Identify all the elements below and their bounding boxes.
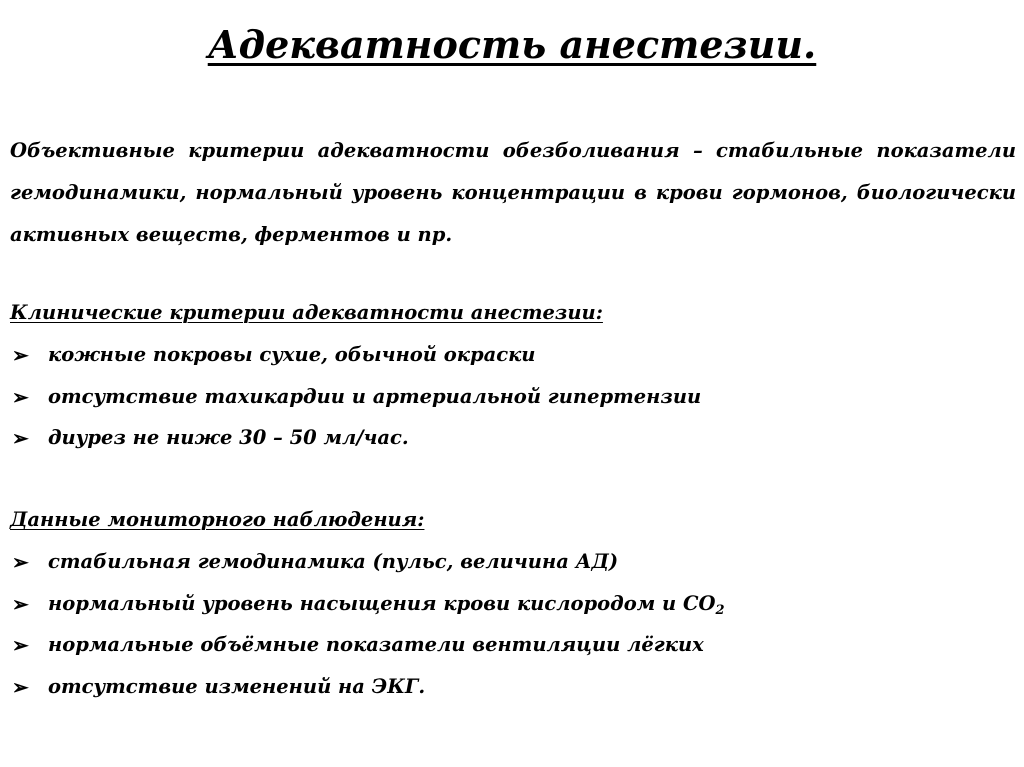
- clinical-criteria-list: [10, 340, 701, 465]
- list-item: [10, 340, 701, 382]
- slide-title: Адекватность анестезии.: [207, 22, 817, 67]
- list-item: [10, 630, 725, 672]
- arrowhead-bullet-icon: ➢: [12, 384, 29, 409]
- list-item: [10, 672, 725, 714]
- monitoring-data-heading: Данные мониторного наблюдения:: [10, 508, 425, 531]
- list-item-text: стабильная гемодинамика (пульс, величина АД): [48, 550, 619, 573]
- list-item: [10, 382, 701, 424]
- list-item-text: диурез не ниже 30 – 50 мл/час.: [48, 426, 409, 449]
- arrowhead-bullet-icon: ➢: [12, 343, 29, 367]
- list-item: [10, 423, 701, 465]
- arrowhead-bullet-icon: ➢: [12, 426, 29, 450]
- co2-subscript: 2: [715, 602, 725, 618]
- list-item-text: отсутствие тахикардии и артериальной гипертензии: [48, 384, 702, 408]
- arrowhead-bullet-icon: ➢: [12, 674, 29, 699]
- arrowhead-bullet-icon: ➢: [12, 591, 29, 616]
- list-item: [10, 547, 725, 589]
- list-item-text: нормальный уровень насыщения крови кислородом и СО: [48, 591, 716, 615]
- objective-criteria-paragraph: Объективные критерии адекватности обезболивания – стабильные показатели гемодинамики, нормальный уровень концентрации в крови гормонов, биологически активных веществ, ферментов и пр.: [10, 139, 1016, 246]
- list-item: [10, 589, 725, 631]
- arrowhead-bullet-icon: ➢: [12, 633, 29, 657]
- list-item-text: нормальные объёмные показатели вентиляции лёгких: [48, 633, 704, 656]
- list-item-text: кожные покровы сухие, обычной окраски: [48, 343, 536, 366]
- list-item-text: отсутствие изменений на ЭКГ.: [48, 674, 426, 698]
- arrowhead-bullet-icon: ➢: [12, 550, 29, 574]
- clinical-criteria-heading: Клинические критерии адекватности анестезии:: [10, 301, 603, 324]
- monitoring-data-list: [10, 547, 725, 713]
